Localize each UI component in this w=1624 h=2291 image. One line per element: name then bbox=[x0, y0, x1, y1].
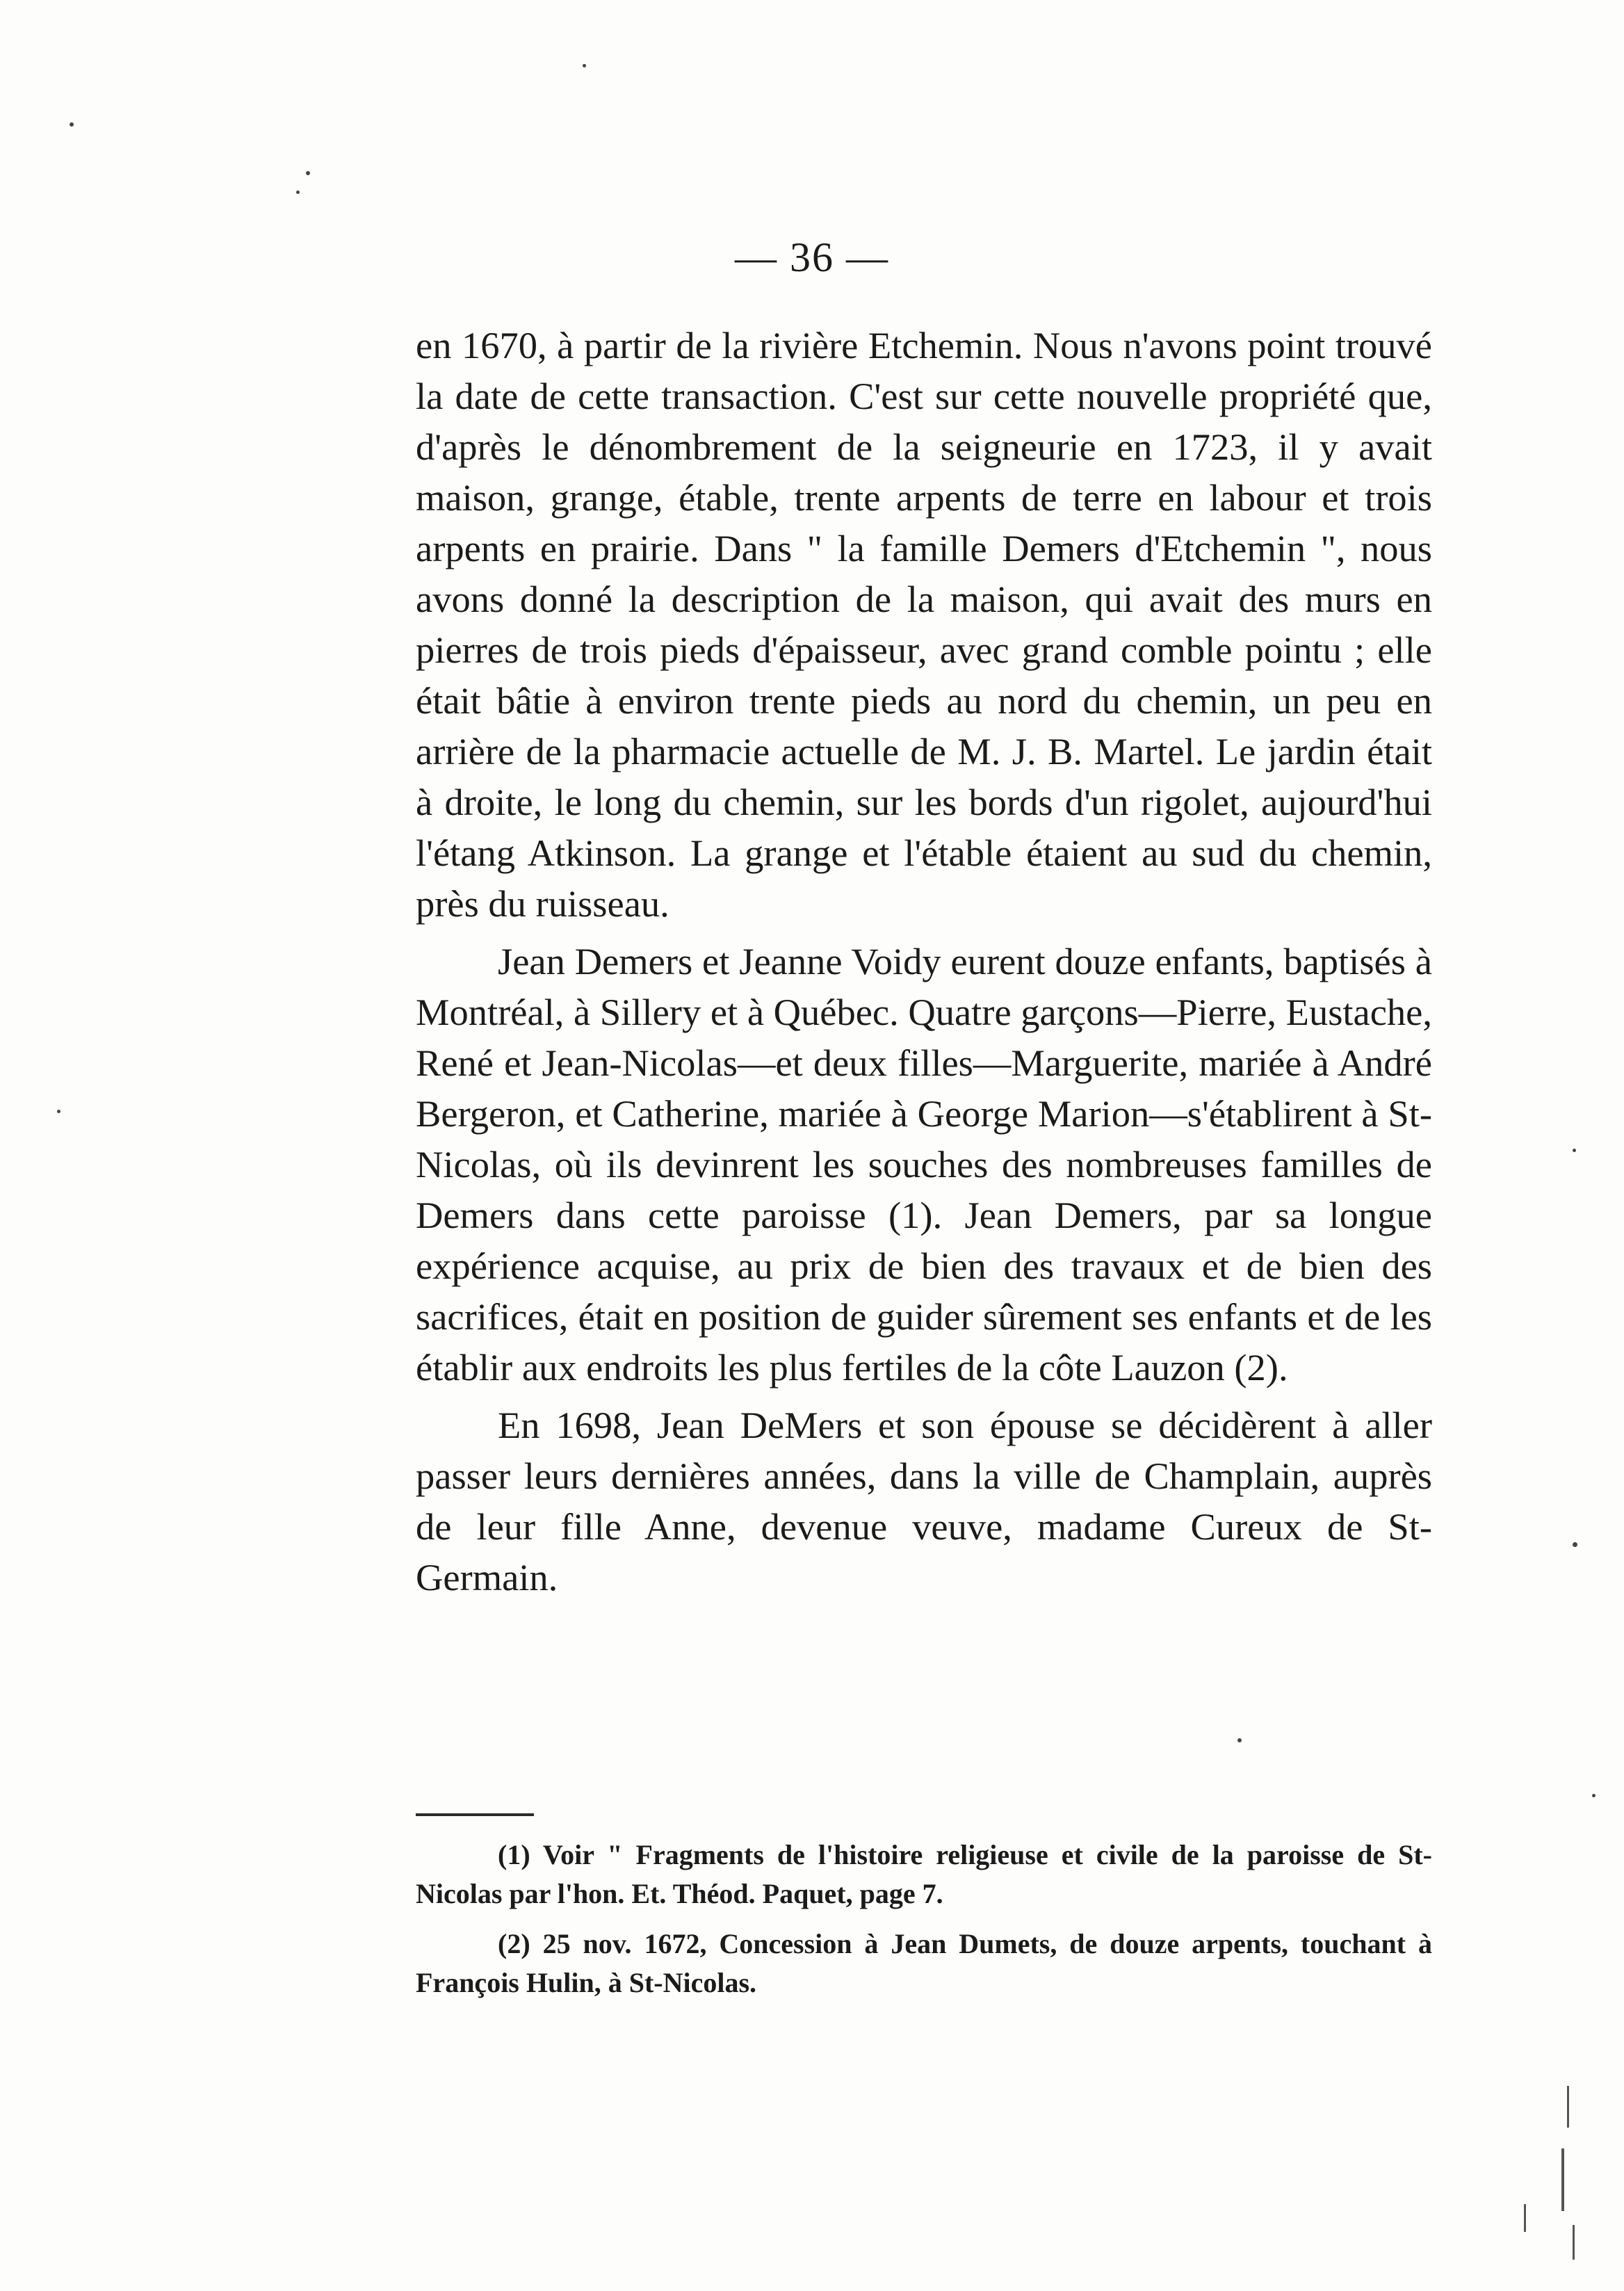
page-number: — 36 — bbox=[735, 234, 889, 280]
footnote-2: (2) 25 nov. 1672, Concession à Jean Dumets, de douze arpents, touchant à François Hulin, à St-Nicolas. bbox=[416, 1928, 1432, 1998]
paragraph-2: Jean Demers et Jeanne Voidy eurent douze enfants, baptisés à Montréal, à Sillery et à Québec. Quatre garçons—Pierre, Eustache, René et Jean-Nicolas—et deux filles—Marguerite, mariée à André Bergeron, et Catherine, mariée à George Marion—s'établirent à St-Nicolas, où ils devinrent les souches des nombreuses familles de Demers dans cette paroisse (1). Jean Demers, par sa longue expérience acquise, au prix de bien des travaux et de bien des sacrifices, était en position de guider sûrement ses enfants et de les établir aux endroits les plus fertiles de la côte Lauzon (2). bbox=[416, 940, 1432, 1389]
body-text bbox=[416, 320, 1432, 1603]
scan-speck bbox=[57, 1110, 60, 1113]
scan-edge-mark bbox=[1567, 2086, 1569, 2128]
scan-speck bbox=[306, 171, 310, 175]
scan-speck bbox=[70, 122, 74, 127]
scan-speck bbox=[1237, 1738, 1242, 1742]
scan-speck bbox=[1573, 1542, 1577, 1547]
paragraph-3: En 1698, Jean DeMers et son épouse se décidèrent à aller passer leurs dernières années, dans la ville de Champlain, auprès de leur fille Anne, devenue veuve, madame Cureux de St-Germain. bbox=[416, 1404, 1432, 1598]
scan-edge-mark bbox=[1524, 2204, 1526, 2232]
scan-edge-mark bbox=[1573, 2225, 1575, 2260]
scan-speck bbox=[296, 191, 300, 194]
footnote-1: (1) Voir " Fragments de l'histoire religieuse et civile de la paroisse de St-Nicolas par l'hon. Et. Théod. Paquet, page 7. bbox=[416, 1839, 1432, 1909]
footnote-divider bbox=[416, 1813, 534, 1816]
scan-speck bbox=[1573, 1149, 1576, 1152]
scan-edge-mark bbox=[1561, 2148, 1564, 2211]
footnotes bbox=[416, 1836, 1432, 2014]
paragraph-1: en 1670, à partir de la rivière Etchemin. Nous n'avons point trouvé la date de cette transaction. C'est sur cette nouvelle propriété que, d'après le dénombrement de la seigneurie en 1723, il y avait maison, grange, étable, trente arpents de terre en labour et trois arpents en prairie. Dans " la famille Demers d'Etchemin ", nous avons donné la description de la maison, qui avait des murs en pierres de trois pieds d'épaisseur, avec grand comble pointu ; elle était bâtie à environ trente pieds au nord du chemin, un peu en arrière de la pharmacie actuelle de M. J. B. Martel. Le jardin était à droite, le long du chemin, sur les bords d'un rigolet, aujourd'hui l'étang Atkinson. La grange et l'étable étaient au sud du chemin, près du ruisseau. bbox=[416, 324, 1432, 925]
scan-speck bbox=[583, 64, 586, 67]
scan-speck bbox=[1592, 1794, 1595, 1797]
